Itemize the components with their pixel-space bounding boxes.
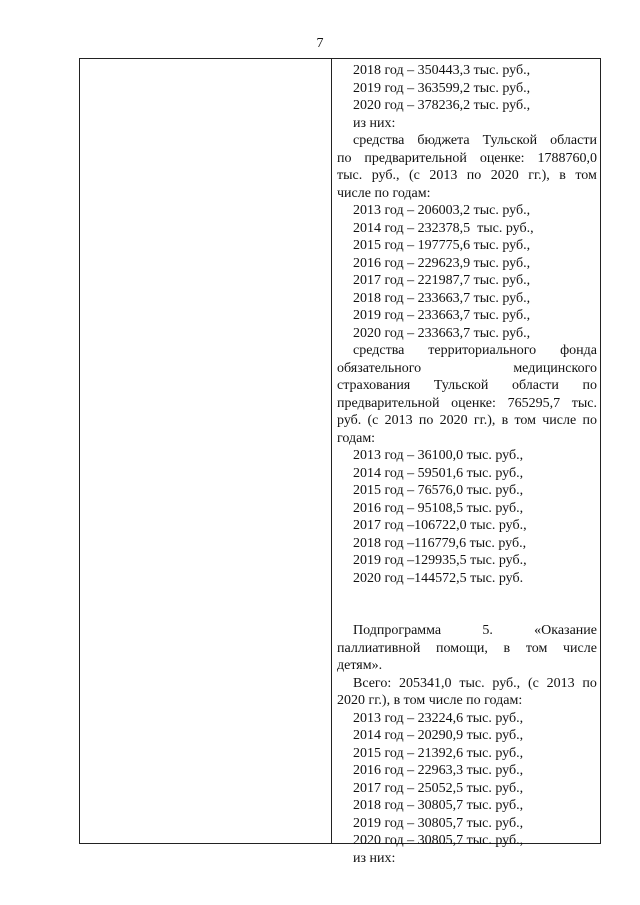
word: территориального xyxy=(428,343,537,358)
word: том xyxy=(514,413,537,428)
word: бюджета xyxy=(417,133,470,148)
word: числе xyxy=(542,413,577,428)
word: 2020 xyxy=(439,413,468,428)
word: по xyxy=(418,413,434,428)
word: средства xyxy=(353,133,405,148)
word: помощи, xyxy=(436,640,488,656)
fund-paragraph xyxy=(337,342,597,447)
text-line: 2016 год – 229623,9 тыс. руб., xyxy=(353,255,531,271)
paragraph-gap xyxy=(337,587,597,605)
word: (с xyxy=(527,675,539,691)
word: тыс. xyxy=(459,675,485,691)
text-line: 2018 год – 233663,7 тыс. руб., xyxy=(353,290,531,306)
word: предварительной xyxy=(364,150,467,166)
paragraph-line: числе по годам: xyxy=(337,185,431,201)
text-line: 2020 год – 30805,7 тыс. руб., xyxy=(353,833,524,848)
word: том xyxy=(575,168,597,183)
word: Всего: xyxy=(353,675,392,691)
word: 5. xyxy=(482,623,493,638)
word: страхования xyxy=(337,378,411,393)
text-line: 2020 год – 378236,2 тыс. руб., xyxy=(353,98,531,113)
word: средства xyxy=(353,343,405,358)
paragraph-line xyxy=(337,167,597,185)
table-right-column xyxy=(333,59,601,866)
paragraph-line xyxy=(337,622,597,640)
text-line: из них: xyxy=(353,115,396,131)
text-line: 2018 год – 350443,3 тыс. руб., xyxy=(353,63,531,78)
text-line: 2014 год – 59501,6 тыс. руб., xyxy=(353,465,524,481)
text-line: из них: xyxy=(353,850,396,866)
funding-table xyxy=(79,58,601,866)
word: 2020 xyxy=(490,168,519,183)
word: тыс. xyxy=(337,168,363,183)
fund-years-list xyxy=(337,447,597,587)
word: в xyxy=(503,640,511,656)
word: руб. xyxy=(337,413,362,428)
word: 2013 xyxy=(384,413,413,428)
word: по xyxy=(582,378,597,393)
funding-text xyxy=(337,62,597,867)
word: обязательного xyxy=(337,360,422,376)
text-line: 2015 год – 21392,6 тыс. руб., xyxy=(353,745,524,761)
paragraph-line xyxy=(337,377,597,395)
word: числе xyxy=(563,640,597,656)
paragraph-line: годам: xyxy=(337,430,376,446)
paragraph-line xyxy=(337,150,597,168)
word: 2013 xyxy=(429,168,458,183)
text-line: 2019 год – 233663,7 тыс. руб., xyxy=(353,308,531,323)
word: 765295,7 xyxy=(507,395,561,411)
subprogram-paragraph xyxy=(337,622,597,675)
word: тыс. xyxy=(571,395,597,411)
word: 1788760,0 xyxy=(537,150,597,166)
word: по xyxy=(466,168,482,183)
paragraph-line xyxy=(337,675,597,693)
text-line: 2013 год – 206003,2 тыс. руб., xyxy=(353,203,531,218)
text-line: 2013 год – 23224,6 тыс. руб., xyxy=(353,710,524,726)
text-line: 2017 год – 25052,5 тыс. руб., xyxy=(353,780,524,796)
text-line: 2014 год – 20290,9 тыс. руб., xyxy=(353,728,524,743)
budget-years-list xyxy=(337,202,597,342)
word: (с xyxy=(408,168,420,183)
text-line: 2018 год –116779,6 тыс. руб., xyxy=(353,535,527,551)
text-line: 2016 год – 95108,5 тыс. руб., xyxy=(353,500,524,516)
text-line: 2014 год – 232378,5 тыс. руб., xyxy=(353,220,534,236)
paragraph-gap xyxy=(337,605,597,623)
word: паллиативной xyxy=(337,640,421,656)
paragraph-line xyxy=(337,360,597,378)
total-paragraph xyxy=(337,675,597,710)
budget-paragraph xyxy=(337,132,597,202)
text-line: 2020 год – 233663,7 тыс. руб., xyxy=(353,325,531,341)
text-line: 2020 год –144572,5 тыс. руб. xyxy=(353,570,524,586)
text-line: 2017 год – 221987,7 тыс. руб., xyxy=(353,273,531,288)
word: в xyxy=(559,168,566,183)
word: оценке: xyxy=(451,395,496,411)
word: области xyxy=(550,133,597,148)
word: фонда xyxy=(560,343,597,358)
page-number: 7 xyxy=(316,36,324,51)
paragraph-line xyxy=(337,412,597,430)
text-line: 2019 год – 30805,7 тыс. руб., xyxy=(353,815,524,831)
subprogram-years-list xyxy=(337,710,597,868)
table-left-column xyxy=(80,59,332,843)
word: медицинского xyxy=(513,360,597,376)
word: Тульской xyxy=(482,133,538,148)
paragraph-line xyxy=(337,640,597,658)
word: по xyxy=(582,413,597,428)
text-line: 2019 год –129935,5 тыс. руб., xyxy=(353,553,527,568)
text-line: 2018 год – 30805,7 тыс. руб., xyxy=(353,798,524,813)
paragraph-line xyxy=(337,132,597,150)
word: 2013 xyxy=(546,675,575,691)
word: предварительной xyxy=(337,395,440,411)
word: «Оказание xyxy=(534,623,597,638)
word: (с xyxy=(367,413,379,428)
word: в xyxy=(501,413,509,428)
word: Подпрограмма xyxy=(353,623,442,638)
lines-part1 xyxy=(337,62,597,132)
word: по xyxy=(337,150,352,166)
text-line: 2013 год – 36100,0 тыс. руб., xyxy=(353,448,524,463)
paragraph-line: 2020 гг.), в том числе по годам: xyxy=(337,693,523,708)
text-line: 2015 год – 76576,0 тыс. руб., xyxy=(353,483,524,498)
text-line: 2016 год – 22963,3 тыс. руб., xyxy=(353,763,524,778)
word: оценке: xyxy=(479,150,525,166)
text-line: 2019 год – 363599,2 тыс. руб., xyxy=(353,80,531,96)
word: руб., xyxy=(371,168,400,183)
word: гг.), xyxy=(473,413,496,428)
word: 205341,0 xyxy=(399,675,452,691)
word: по xyxy=(582,675,597,691)
word: руб., xyxy=(492,675,521,691)
paragraph-line xyxy=(337,342,597,360)
word: области xyxy=(512,378,559,393)
paragraph-line: детям». xyxy=(337,658,383,673)
word: Тульской xyxy=(433,378,489,393)
text-line: 2017 год –106722,0 тыс. руб., xyxy=(353,518,527,533)
text-line: 2015 год – 197775,6 тыс. руб., xyxy=(353,238,531,253)
word: гг.), xyxy=(528,168,550,183)
word: том xyxy=(525,640,548,656)
paragraph-line xyxy=(337,395,597,413)
